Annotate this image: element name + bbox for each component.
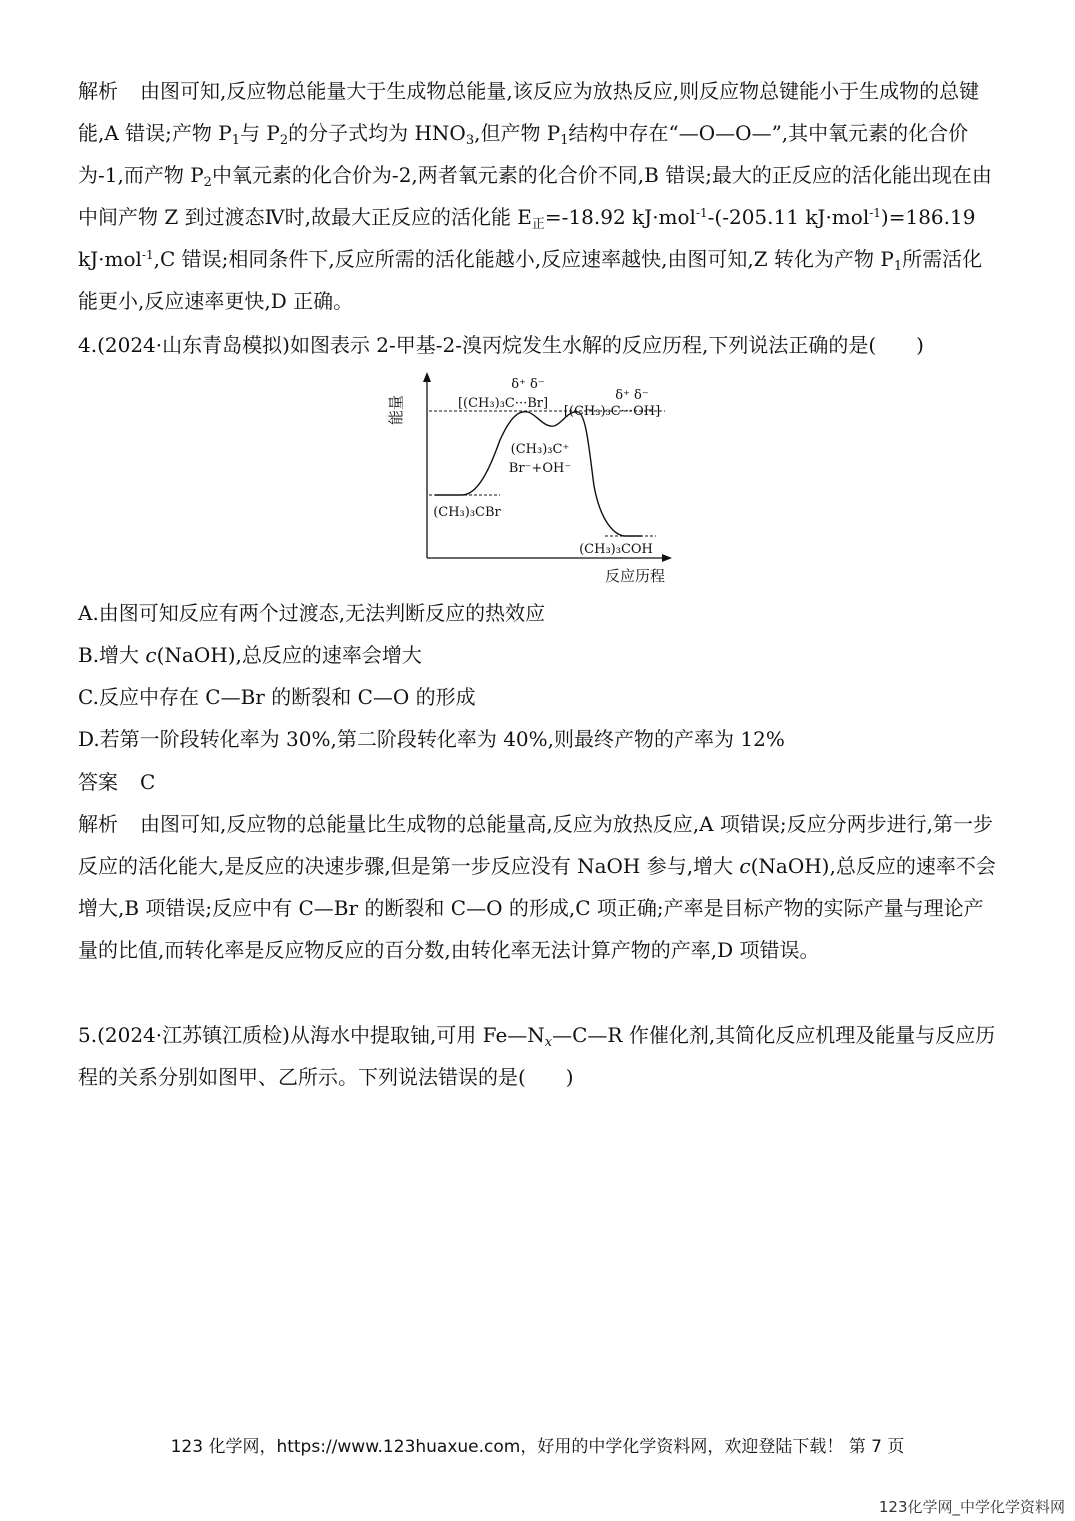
page-footer: 123 化学网，https://www.123huaxue.com，好用的中学化学资料网，欢迎登陆下载！ 第 7 页 [170,1437,905,1457]
ts1-charges: δ⁺ δ⁻ [511,377,545,392]
answer-label: 答案 [78,770,118,794]
intermediate-label-2: Br⁻+OH⁻ [508,461,572,476]
ts1-label: [(CH₃)₃C···Br] [457,396,549,411]
option-d: D.若第一阶段转化率为 30%,第二阶段转化率为 40%,则最终产物的产率为 12% [78,727,785,751]
q3-analysis: 解析 由图可知,反应物总能量大于生成物总能量,该反应为放热反应,则反应物总键能小于生成物的总键能,A 错误;产物 $P_1$与 $P_2$的分子式均为 $HNO_3$,但产物 $P_1$结构中存在“—O—O—”,其中氧元素的化合价为-1,而产物 $P_2$中氧元素的化合价为-2,两者氧元素的化合价不同,B 错误;最大的正反应的活化能出现在由中间产物 Z 到过渡态Ⅳ时,故最大正反应的活化能 $E_正=-18.92$ kJ·mol$^{-1}$-(-205.11 kJ·mol$^{-1}$)=186.19 kJ·mol$^{-1}$,C 错误;相同条件下,反应所需的活化能越小,反应速率越快,由图可知,Z 转化为产物 $P_1$所需活化能更小,反应速率更快,D 正确。 [78,79,992,313]
answer-value: C [140,770,156,794]
x-axis-arrow [662,554,672,562]
q5-stem: 5.(2024·江苏镇江质检)从海水中提取铀,可用 $Fe—N_x—C—R$ 作催化剂,其简化反应机理及能量与反应历程的关系分别如图甲、乙所示。下列说法错误的是( ) [78,1023,996,1089]
option-c: C.反应中存在 C—Br 的断裂和 C—O 的形成 [78,685,476,709]
product-label: (CH₃)₃COH [579,542,653,557]
q4-answer [78,761,155,803]
ts2-label: [(CH₃)₃C···OH] [563,404,661,419]
analysis-label: 解析 [78,79,118,103]
option-a: A.由图可知反应有两个过渡态,无法判断反应的热效应 [78,601,546,625]
corner-watermark: 123化学网_中学化学资料网 [878,1498,1065,1516]
analysis-label: 解析 [78,812,118,836]
reactant-label: (CH₃)₃CBr [433,505,501,520]
y-axis-label: 能量 [387,394,405,426]
q4-analysis: 解析 由图可知,反应物的总能量比生成物的总能量高,反应为放热反应,A 项错误;反应分两步进行,第一步反应的活化能大,是反应的决速步骤,但是第一步反应没有 NaOH 参与,增大 c(NaOH),总反应的速率不会增大,B 项错误;反应中有 C—Br 的断裂和 C—O 的形成,C 项正确;产率是目标产物的实际产量与理论产量的比值,而转化率是反应物反应的百分数,由转化率无法计算产物的产率,D 项错误。 [78,812,996,962]
option-b: B.增大 c(NaOH),总反应的速率会增大 [78,643,422,667]
intermediate-label-1: (CH₃)₃C⁺ [510,442,570,457]
q4-stem: 4.(2024·山东青岛模拟)如图表示 2-甲基-2-溴丙烷发生水解的反应历程,下列说法正确的是( ) [78,333,924,357]
ts2-charges: δ⁺ δ⁻ [615,388,649,403]
x-axis-label: 反应历程 [604,567,666,585]
energy-profile-diagram [380,368,700,590]
y-axis-arrow [423,372,431,382]
